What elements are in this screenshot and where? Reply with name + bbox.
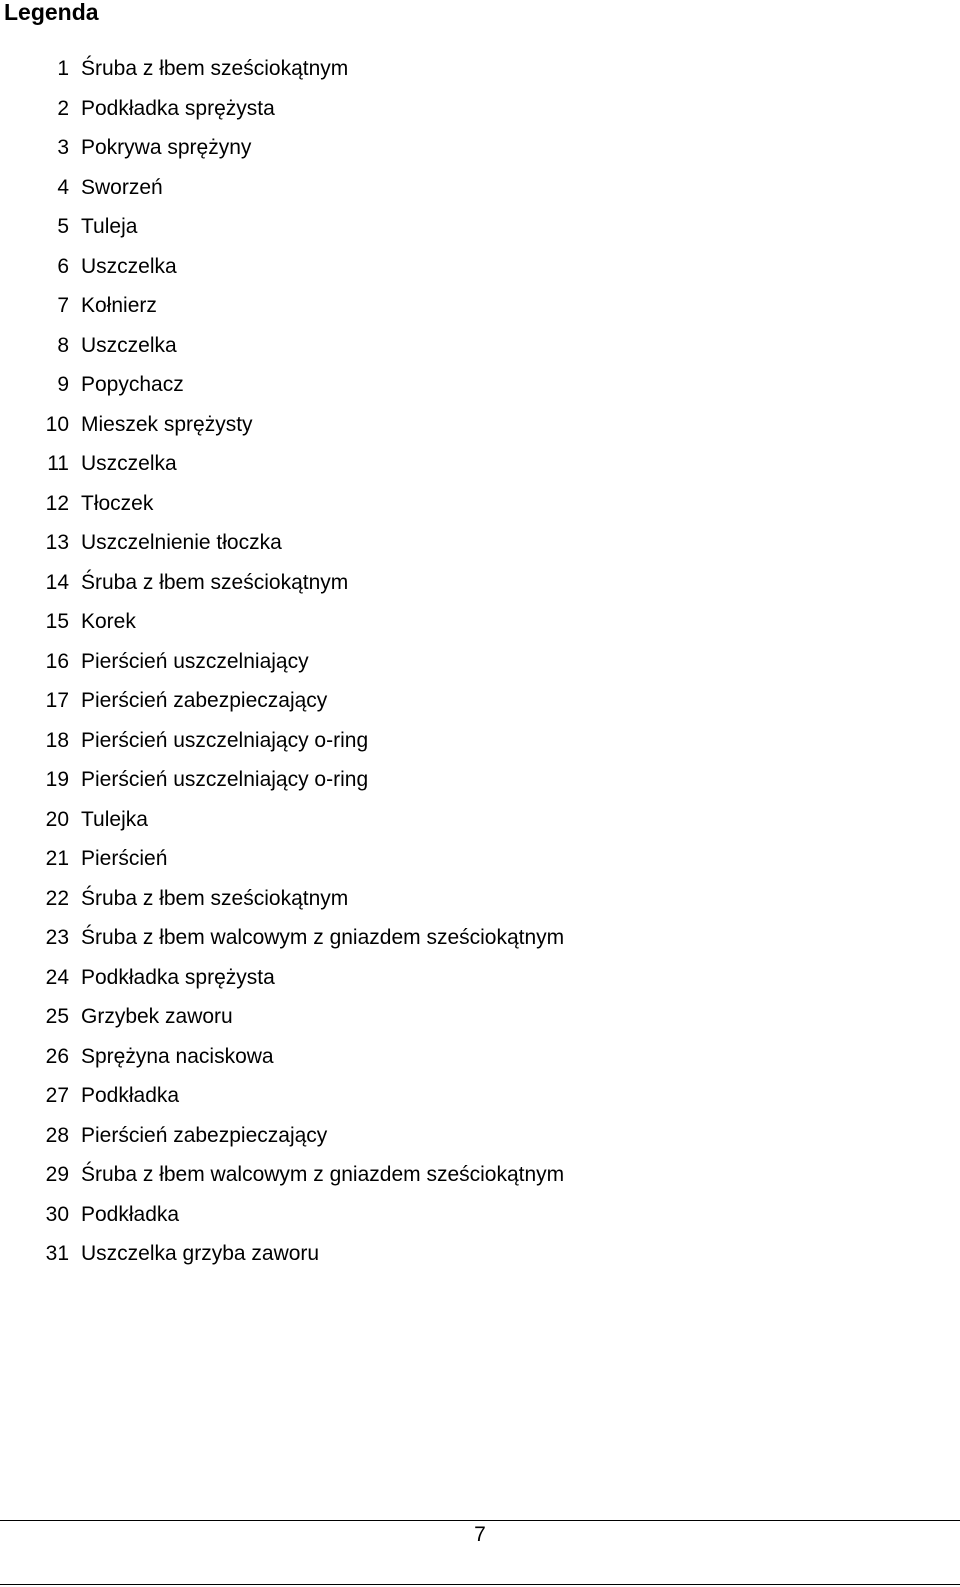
legend-item-label: Tuleja	[81, 215, 138, 238]
legend-item-label: Mieszek sprężysty	[81, 412, 253, 436]
legend-item-number: 31	[45, 1242, 69, 1265]
legend-item-number: 28	[45, 1123, 69, 1147]
legend-item-number: 17	[45, 689, 69, 712]
legend-item-label: Uszczelka grzyba zaworu	[81, 1242, 320, 1265]
legend-item-label: Uszczelka	[81, 452, 177, 475]
legend-item-label: Grzybek zaworu	[81, 1005, 233, 1028]
legend-item-label: Uszczelka	[81, 333, 177, 357]
legend-item-number: 2	[57, 96, 69, 120]
legend-item-number: 6	[57, 254, 69, 278]
legend-item-number: 3	[57, 136, 69, 159]
legend-item-number: 25	[45, 1005, 69, 1028]
legend-item-number: 18	[45, 728, 69, 752]
legend-item-number: 11	[47, 452, 69, 475]
legend-item-label: Śruba z łbem sześciokątnym	[81, 570, 349, 594]
legend-item-label: Pierścień uszczelniający o-ring	[81, 768, 369, 791]
legend-item-label: Kołnierz	[81, 294, 157, 317]
legend-item-label: Tłoczek	[81, 491, 154, 515]
legend-item-number: 21	[45, 847, 69, 870]
legend-item-label: Pokrywa sprężyny	[81, 136, 252, 159]
legend-item-label: Pierścień	[81, 847, 168, 870]
legend-item-number: 9	[57, 373, 69, 396]
legend-item-number: 14	[45, 570, 69, 594]
legend-item-number: 24	[45, 965, 69, 989]
legend-item-label: Pierścień zabezpieczający	[81, 689, 328, 712]
legend-item-number: 22	[45, 886, 69, 910]
legend-item-label: Podkładka sprężysta	[81, 965, 275, 989]
page-title: Legenda	[4, 0, 99, 25]
legend-item-label: Korek	[81, 610, 136, 633]
legend-item-label: Śruba z łbem sześciokątnym	[81, 886, 349, 910]
legend-item-label: Śruba z łbem walcowym z gniazdem sześciokątnym	[81, 926, 565, 949]
legend-item-number: 8	[57, 333, 69, 357]
legend-item-label: Uszczelka	[81, 254, 177, 278]
legend-item-number: 12	[45, 491, 69, 515]
legend-item-number: 23	[45, 926, 69, 949]
legend-item-number: 16	[45, 649, 69, 673]
legend-item-number: 7	[57, 294, 69, 317]
legend-item-number: 26	[45, 1044, 69, 1068]
legend-item-label: Pierścień uszczelniający o-ring	[81, 728, 369, 752]
legend-item-label: Tulejka	[81, 807, 148, 831]
legend-item-number: 5	[57, 215, 69, 238]
legend-item-number: 19	[45, 768, 69, 791]
legend-item-label: Uszczelnienie tłoczka	[81, 531, 282, 554]
legend-item-number: 13	[45, 531, 69, 554]
legend-item-number: 20	[45, 807, 69, 831]
footer-divider-bottom	[0, 1584, 960, 1585]
legend-item-label: Pierścień zabezpieczający	[81, 1123, 328, 1147]
legend-item-label: Śruba z łbem sześciokątnym	[81, 57, 349, 80]
legend-item-number: 4	[57, 175, 69, 199]
legend-item-label: Podkładka	[81, 1202, 180, 1226]
page-number: 7	[474, 1523, 486, 1546]
legend-item-number: 1	[57, 57, 69, 80]
legend-item-label: Popychacz	[81, 373, 184, 396]
legend-item-label: Pierścień uszczelniający	[81, 649, 309, 673]
legend-item-label: Podkładka sprężysta	[81, 96, 275, 120]
legend-item-label: Śruba z łbem walcowym z gniazdem sześciokątnym	[81, 1163, 565, 1186]
legend-item-number: 27	[45, 1084, 69, 1107]
legend-item-number: 15	[45, 610, 69, 633]
legend-item-label: Sworzeń	[81, 175, 163, 199]
legend-item-number: 29	[45, 1163, 69, 1186]
legend-item-number: 10	[45, 412, 69, 436]
legend-item-number: 30	[45, 1202, 69, 1226]
legend-item-label: Sprężyna naciskowa	[81, 1044, 274, 1068]
legend-item-label: Podkładka	[81, 1084, 180, 1107]
